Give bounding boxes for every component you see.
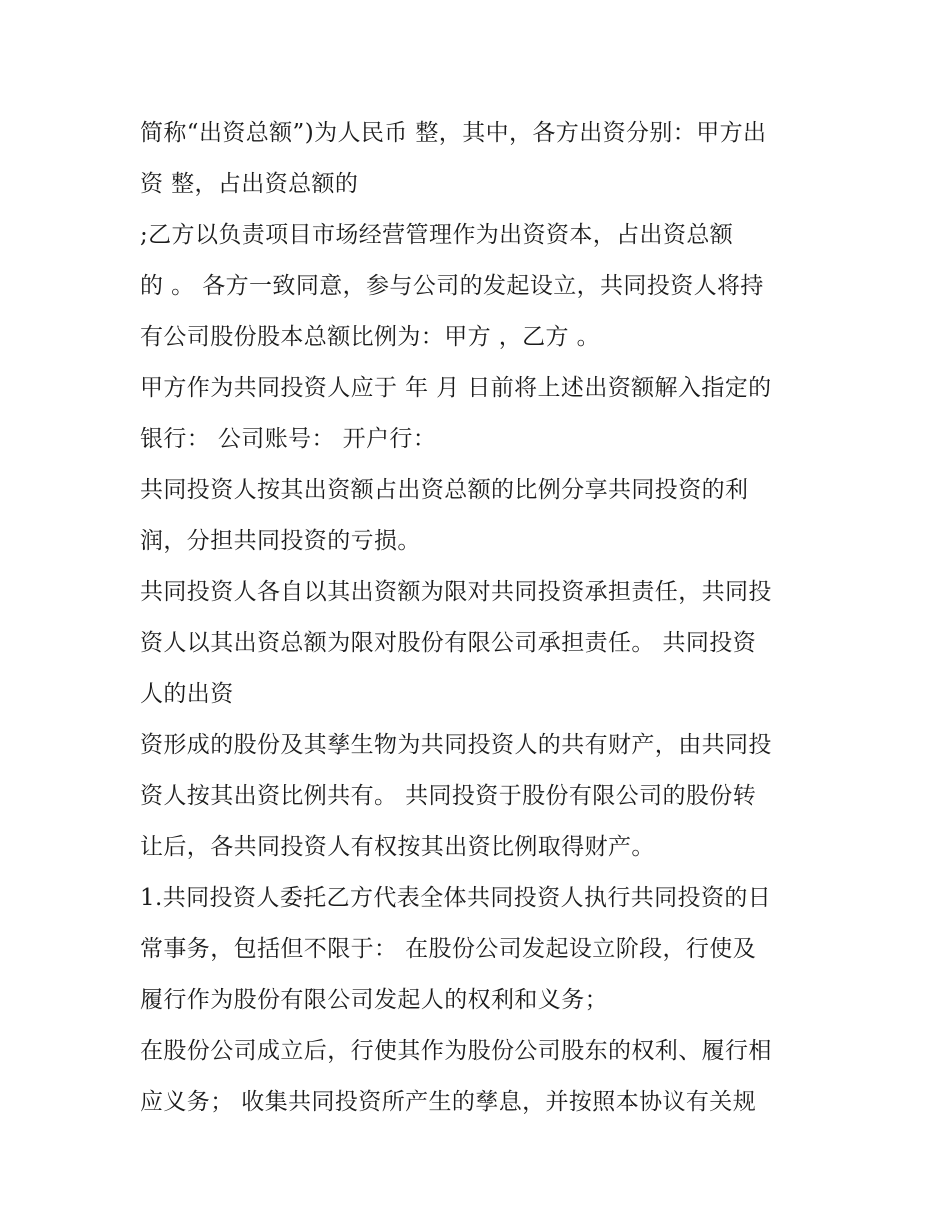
text-line-11: 资人以其出资总额为限对股份有限公司承担责任。 共同投资 — [140, 630, 757, 656]
text-line-12: 人的出资 — [140, 681, 234, 707]
text-line-5: 有公司股份股本总额比例为：甲方 ，乙方 。 — [140, 324, 601, 350]
text-line-16: 1.共同投资人委托乙方代表全体共同投资人执行共同投资的日 — [140, 885, 772, 911]
text-line-1: 简称“出资总额”)为人民币 整，其中，各方出资分别：甲方出 — [140, 120, 767, 146]
text-line-20: 应义务； 收集共同投资所产生的孳息，并按照本协议有关规 — [140, 1089, 757, 1115]
document-body — [140, 108, 830, 1128]
text-line-6: 甲方作为共同投资人应于 年 月 日前将上述出资额解入指定的 — [140, 375, 772, 401]
text-line-7: 银行： 公司账号： 开户行： — [140, 426, 437, 452]
text-line-4: 的 。 各方一致同意，参与公司的发起设立，共同投资人将持 — [140, 273, 764, 299]
text-line-10: 共同投资人各自以其出资额为限对共同投资承担责任，共同投 — [140, 579, 772, 605]
text-line-17: 常事务，包括但不限于： 在股份公司发起设立阶段，行使及 — [140, 936, 757, 962]
text-line-19: 在股份公司成立后，行使其作为股份公司股东的权利、履行相 — [140, 1038, 772, 1064]
text-line-8: 共同投资人按其出资额占出资总额的比例分享共同投资的利 — [140, 477, 749, 503]
text-line-15: 让后，各共同投资人有权按其出资比例取得财产。 — [140, 834, 655, 860]
text-line-18: 履行作为股份有限公司发起人的权利和义务； — [140, 987, 608, 1013]
text-line-3: ;乙方以负责项目市场经营管理作为出资资本，占出资总额 — [140, 222, 734, 248]
text-line-13: 资形成的股份及其孳生物为共同投资人的共有财产，由共同投 — [140, 732, 772, 758]
text-line-9: 润，分担共同投资的亏损。 — [140, 528, 421, 554]
text-line-2: 资 整，占出资总额的 — [140, 171, 359, 197]
text-line-14: 资人按其出资比例共有。 共同投资于股份有限公司的股份转 — [140, 783, 757, 809]
